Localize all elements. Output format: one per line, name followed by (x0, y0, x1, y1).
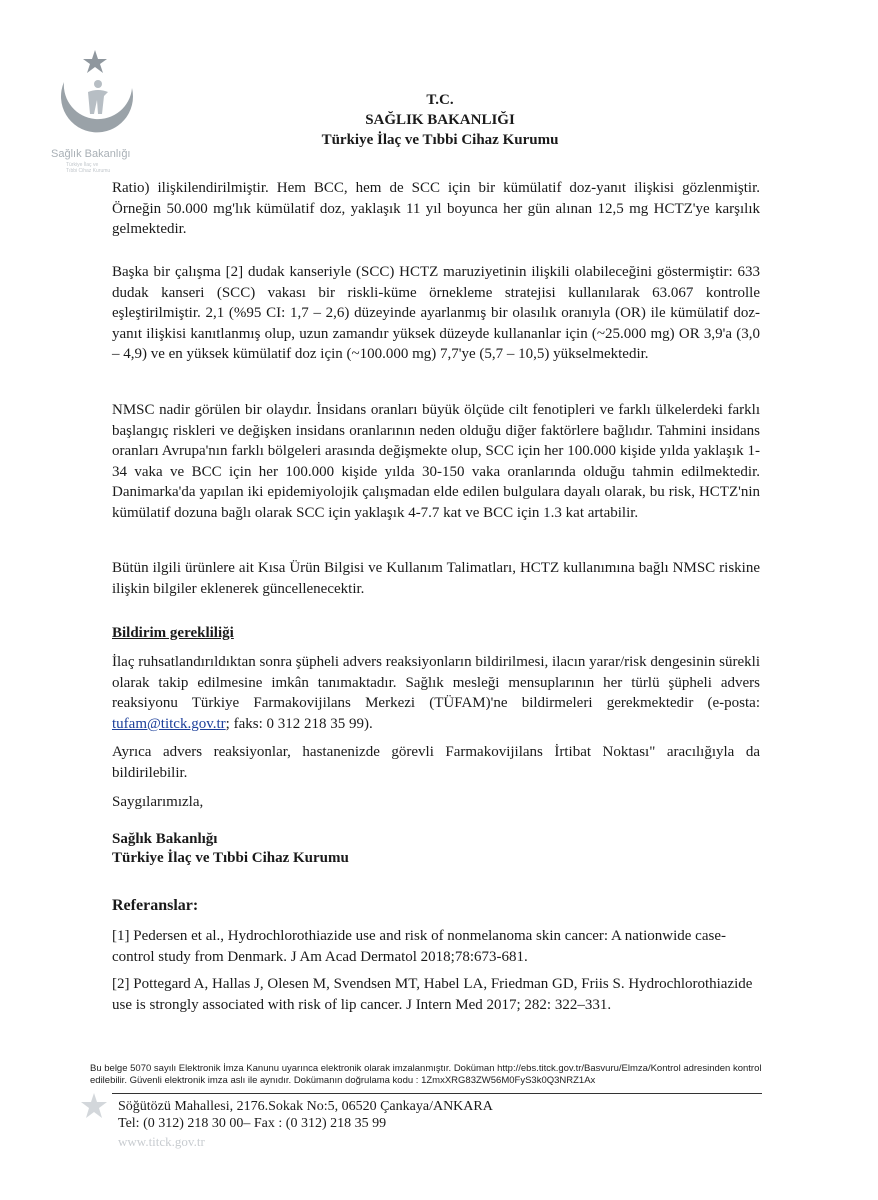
logo-label: Sağlık Bakanlığı (51, 148, 131, 160)
ministry-logo (48, 48, 148, 180)
letterhead (250, 90, 630, 150)
footer-divider (112, 1093, 762, 1094)
paragraph-1: Ratio) ilişkilendirilmiştir. Hem BCC, hem de SCC için bir kümülatif doz-yanıt ilişkisi gözlenmiştir. Örneğin 50.000 mg'lık kümülatif doz, yaklaşık 11 yıl boyunca her gün alınan 12,5 mg HCTZ'ye karşılık gelmektedir. (112, 180, 760, 237)
footer-phone: Tel: (0 312) 218 30 00– Fax : (0 312) 218 35 99 (118, 1116, 387, 1131)
closing-text: Saygılarımızla, (112, 794, 204, 810)
footer-address: Söğütözü Mahallesi, 2176.Sokak No:5, 06520 Çankaya/ANKARA (118, 1099, 493, 1114)
paragraph-4: Bütün ilgili ürünlere ait Kısa Ürün Bilgisi ve Kullanım Talimatları, HCTZ kullanımına bağlı NMSC riskine ilişkin bilgiler eklenerek güncellenecektir. (112, 560, 760, 597)
notification-paragraph: İlaç ruhsatlandırıldıktan sonra şüpheli advers reaksiyonların bildirilmesi, ilacın yarar/risk dengesinin sürekli olarak takip edilmesine imkân tanımaktadır. Sağlık mesleği mensuplarının her türlü şüpheli advers reaksiyonu Türkiye Farmakovijilans Merkezi (TÜFAM)'ne bildirmeleri gerekmektedir (e-posta: tufam@titck.gov.tr; faks: 0 312 218 35 99). (112, 654, 760, 732)
crescent-star-icon (48, 48, 148, 158)
esign-note: Bu belge 5070 sayılı Elektronik İmza Kanunu uyarınca elektronik olarak imzalanmıştır. Doküman http://ebs.titck.gov.tr/Basvuru/Elmza/Kontrol adresinden kontrol edilebilir. Güvenli elektronik imza aslı ile aynıdır. Dokümanın doğrulama kodu : 1ZmxXRG83ZW56M0FyS3k0Q3NRZ1Ax (90, 1063, 762, 1086)
signature-ministry: Sağlık Bakanlığı (112, 831, 218, 847)
reference-item: [2] Pottegard A, Hallas J, Olesen M, Svendsen MT, Habel LA, Friedman GD, Friis S. Hydrochlorothiazide use is strongly associated with risk of lip cancer. J Intern Med 2017; 282: 322–331. (112, 976, 753, 1013)
paragraph-3: NMSC nadir görülen bir olaydır. İnsidans oranları büyük ölçüde cilt fenotipleri ve farklı ülkelerdeki farklı başlangıç riskleri ve değişken insidans oranlarının neden olduğu diğer faktörlere bağlıdır. Tahmini insidans oranları Avrupa'nın farklı bölgeleri arasında değişmekte olup, SCC için her 100.000 kişide yılda yaklaşık 1-34 vaka ve BCC için her 100.000 kişide yılda 30-150 vaka oranlarında olduğu tahmin edilmektedir. Danimarka'da yapılan iki epidemiyolojik çalışmadan elde edilen bulgulara dayalı olarak, bu risk, HCTZ'nin kümülatif dozuna bağlı olarak SCC için yaklaşık 4-7.7 kat ve BCC için 1.3 kat artabilir. (112, 402, 760, 521)
paragraph-2: Başka bir çalışma [2] dudak kanseriyle (SCC) HCTZ maruziyetinin ilişkili olabileceğini göstermiştir: 633 dudak kanseri (SCC) vakası bir riskli-küme örnekleme stratejisi kullanılarak 63.067 kontrolle eşleştirilmiştir. 2,1 (%95 CI: 1,7 – 2,6) düzeyinde ayarlanmış bir olasılık oranıyla (OR) ile kümülatif doz-yanıt ilişkisi kanıtlanmış olup, uzun zamandır yüksek düzeyde kullananlar için (~25.000 mg) OR 3,9'a (3,0 – 4,9) ve en yüksek kümülatif doz için (~100.000 mg) 7,7'ye (5,7 – 10,5) yükselmektedir. (112, 264, 760, 362)
logo-subtitle: Türkiye İlaç ve Tıbbi Cihaz Kurumu (66, 162, 111, 174)
header-agency: Türkiye İlaç ve Tıbbi Cihaz Kurumu (321, 132, 559, 148)
references-title: Referanslar: (112, 897, 199, 914)
signature-agency: Türkiye İlaç ve Tıbbi Cihaz Kurumu (112, 850, 349, 866)
header-ministry: SAĞLIK BAKANLIĞI (365, 112, 515, 128)
footer-address-block (118, 1098, 493, 1132)
footer-star-icon (80, 1092, 108, 1125)
footer-website: www.titck.gov.tr (118, 1134, 205, 1149)
email-link[interactable]: tufam@titck.gov.tr (112, 715, 226, 732)
header-tc: T.C. (426, 92, 454, 108)
notification-paragraph-2: Ayrıca advers reaksiyonlar, hastanenizde görevli Farmakovijilans İrtibat Noktası" aracılığıyla da bildirilebilir. (112, 744, 760, 781)
notification-heading: Bildirim gerekliliği (112, 625, 234, 641)
reference-item: [1] Pedersen et al., Hydrochlorothiazide use and risk of nonmelanoma skin cancer: A nationwide case-control study from Denmark. J Am Acad Dermatol 2018;78:673-681. (112, 928, 726, 965)
